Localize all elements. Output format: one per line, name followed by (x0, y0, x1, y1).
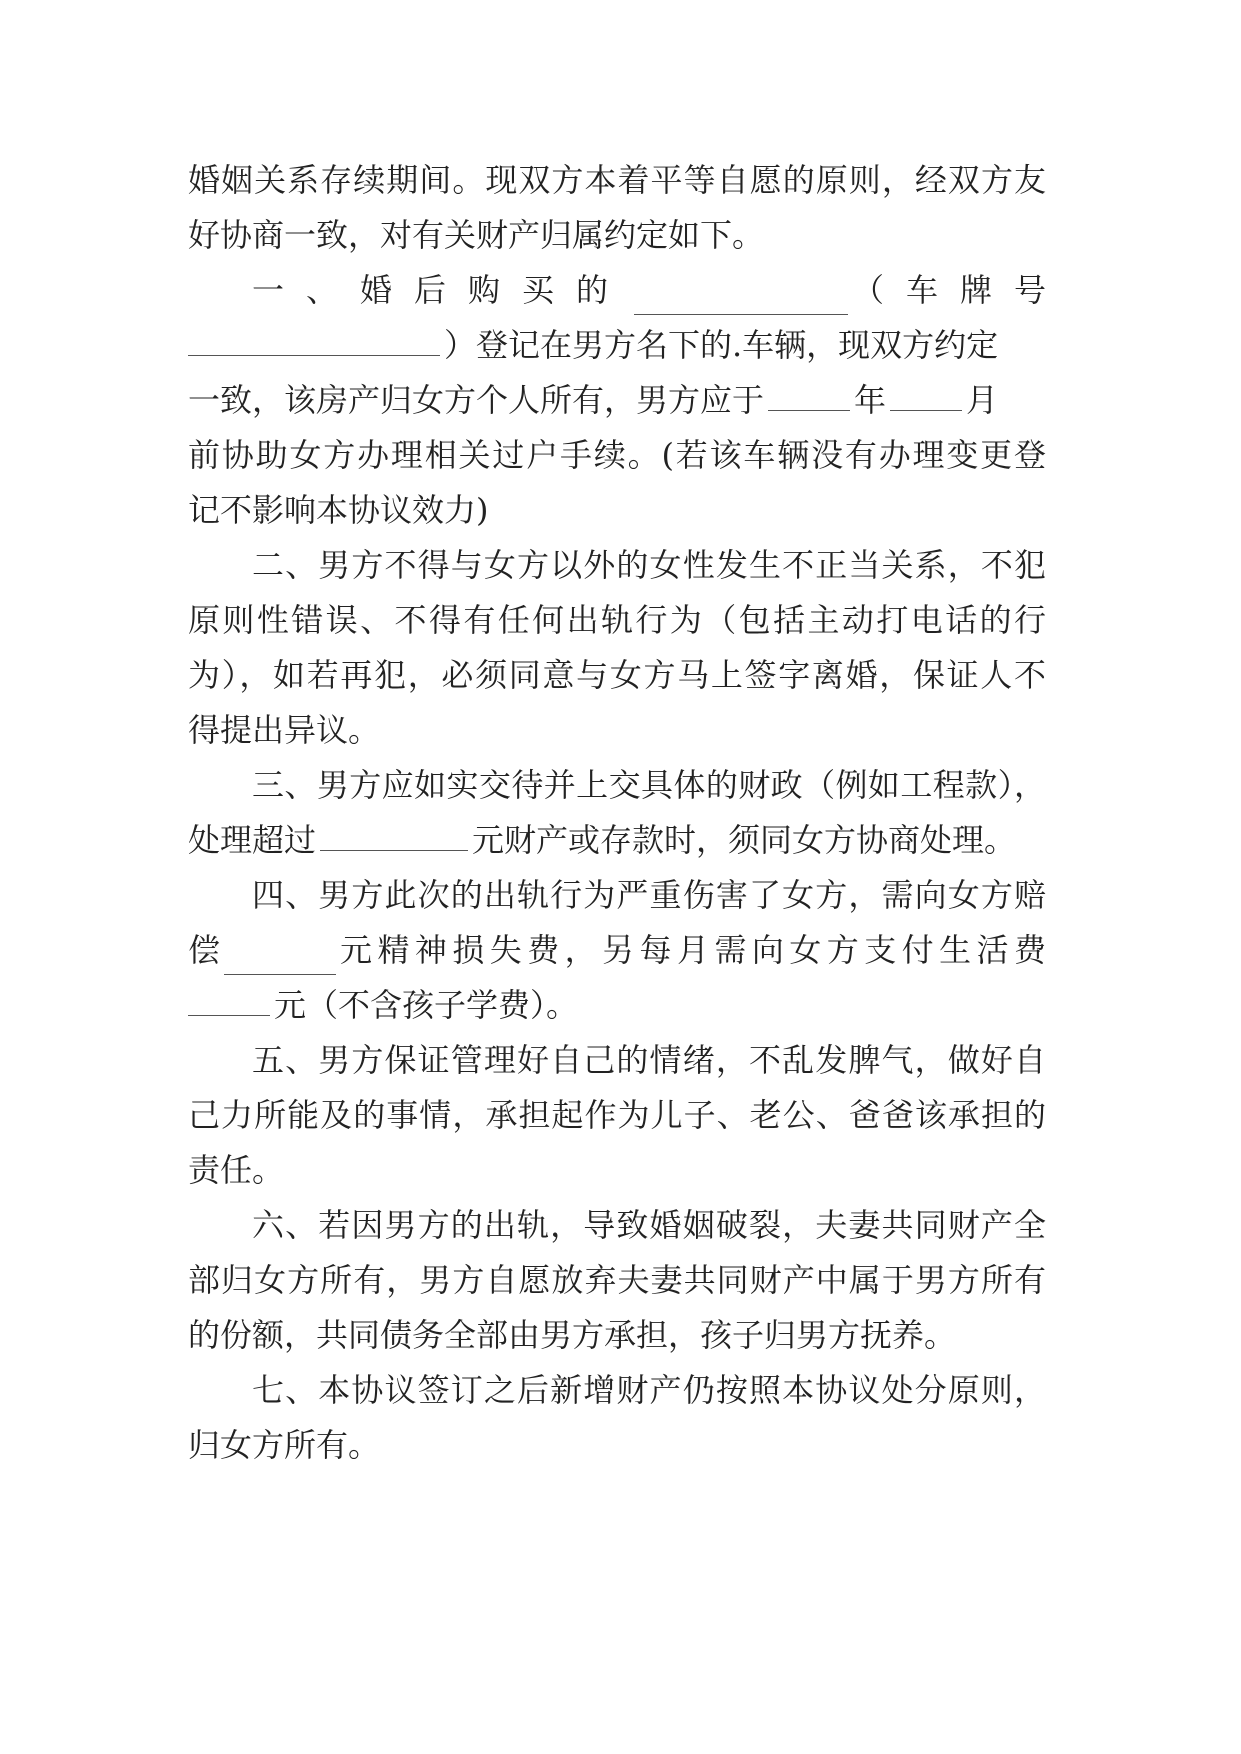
clause-3-text: 处理超过 (188, 821, 317, 859)
amount-blank (320, 820, 468, 851)
compensation-blank (224, 944, 336, 975)
paragraph-line: 归女方所有。 (188, 1426, 381, 1464)
paragraph-line: 的份额，共同债务全部由男方承担，孩子归男方抚养。 (188, 1316, 957, 1354)
paragraph-line: 好协商一致，对有关财产归属约定如下。 (188, 216, 765, 254)
clause-3-line-2 (188, 815, 1046, 865)
clause-4-text: 元精神损失费，另每月需向女方支付生活费 (340, 931, 1046, 969)
clause-4-line-3 (188, 980, 1046, 1030)
paragraph-line: 五、男方保证管理好自己的情绪，不乱发脾气，做好自 (252, 1041, 1046, 1079)
clause-4-line-2 (188, 925, 1046, 975)
paragraph-line: 己力所能及的事情，承担起作为儿子、老公、爸爸该承担的 (188, 1096, 1046, 1134)
paragraph-line: 原则性错误、不得有任何出轨行为（包括主动打电话的行 (188, 601, 1046, 639)
clause-1-text: ）登记在男方名下的.车辆，现双方约定 (444, 326, 999, 364)
paragraph-line: 六、若因男方的出轨，导致婚姻破裂，夫妻共同财产全 (252, 1206, 1046, 1244)
paragraph-line: 三、男方应如实交待并上交具体的财政（例如工程款）， (252, 766, 1046, 804)
clause-1-text: 一致，该房产归女方个人所有，男方应于 (188, 381, 765, 419)
year-label: 年 (854, 381, 887, 419)
clause-4-text: 偿 (188, 931, 221, 969)
paragraph-line: 得提出异议。 (188, 711, 381, 749)
paragraph-line: 记不影响本协议效力) (188, 491, 489, 529)
clause-4-text: 元（不含孩子学费）。 (274, 986, 579, 1024)
clause-1-heading: 一、婚后购买的 (252, 271, 631, 309)
living-expense-blank (188, 985, 270, 1016)
clause-3-text: 元财产或存款时，须同女方协商处理。 (472, 821, 1017, 859)
month-blank (890, 380, 962, 411)
paragraph-line: 四、男方此次的出轨行为严重伤害了女方，需向女方赔 (252, 876, 1046, 914)
paragraph-line: 责任。 (188, 1151, 285, 1189)
paragraph-line: 为），如若再犯，必须同意与女方马上签字离婚，保证人不 (188, 656, 1046, 694)
year-blank (768, 380, 850, 411)
month-label: 月 (966, 381, 999, 419)
paragraph-line: 婚姻关系存续期间。现双方本着平等自愿的原则，经双方友 (188, 161, 1046, 199)
plate-number-blank (188, 325, 440, 356)
clause-1-line-3 (188, 375, 1046, 425)
paragraph-line: 二、男方不得与女方以外的女性发生不正当关系，不犯 (252, 546, 1046, 584)
plate-label: （车牌号 (851, 271, 1068, 309)
clause-1-line-1 (188, 265, 1068, 315)
paragraph-line: 前协助女方办理相关过户手续。(若该车辆没有办理变更登 (188, 436, 1046, 474)
clause-1-line-2 (188, 320, 1046, 370)
paragraph-line: 七、本协议签订之后新增财产仍按照本协议处分原则， (252, 1371, 1046, 1409)
paragraph-line: 部归女方所有，男方自愿放弃夫妻共同财产中属于男方所有 (188, 1261, 1046, 1299)
vehicle-blank (634, 284, 848, 315)
